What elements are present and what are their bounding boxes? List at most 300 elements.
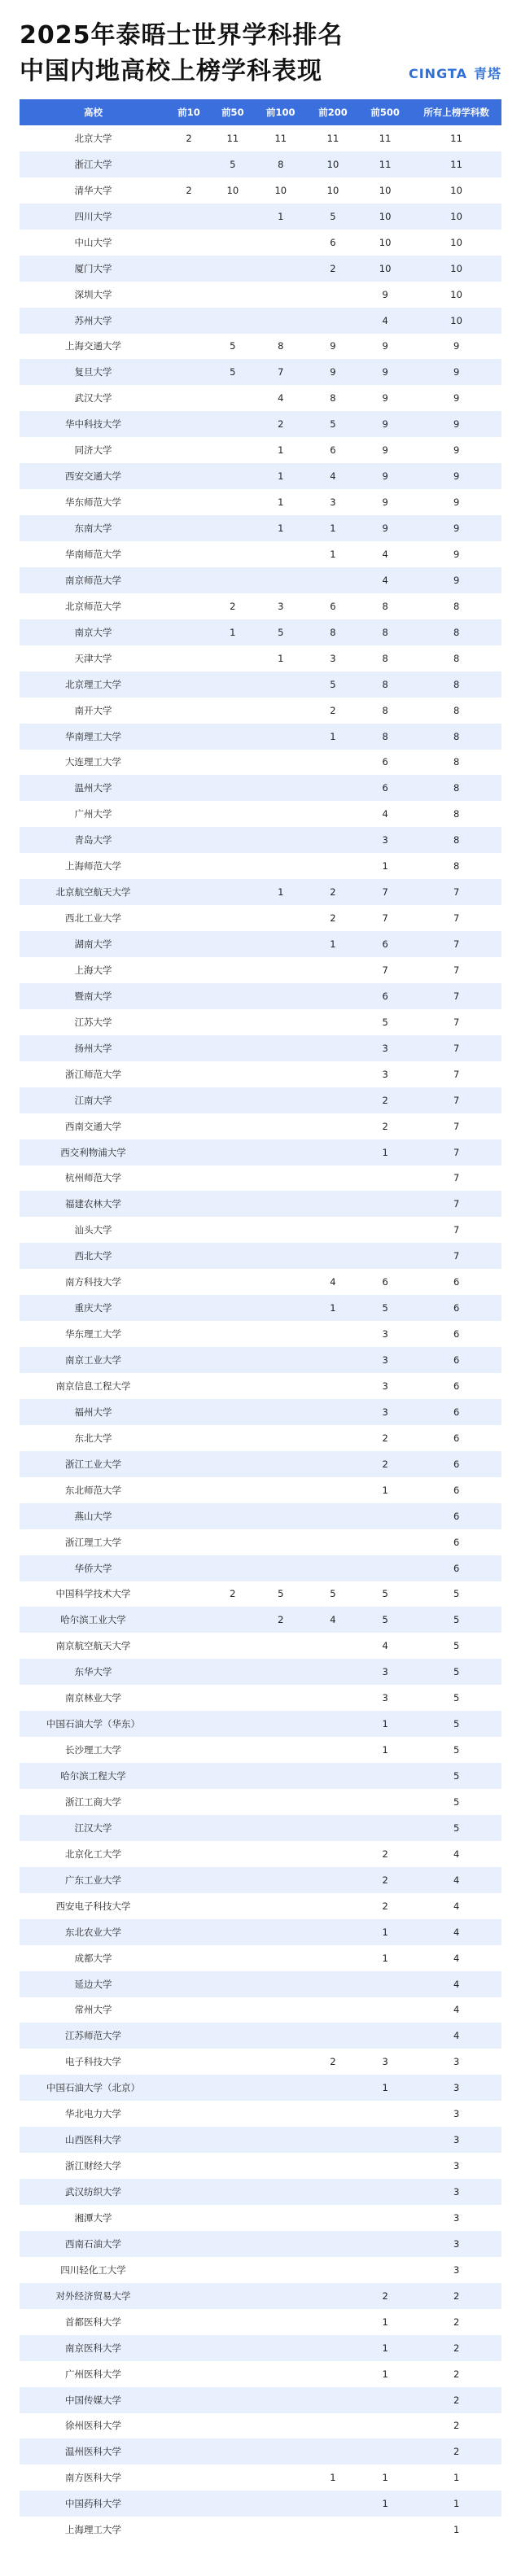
all-subjects-count: 9: [411, 359, 501, 385]
top50-count: [211, 957, 255, 983]
top100-count: [255, 256, 307, 282]
university-name: 北京师范大学: [20, 593, 167, 619]
top50-count: [211, 1113, 255, 1139]
top100-count: 1: [255, 437, 307, 463]
top500-count: [359, 2231, 411, 2257]
top10-count: [167, 151, 211, 177]
top10-count: [167, 1945, 211, 1971]
all-subjects-count: 3: [411, 2257, 501, 2283]
university-name: 哈尔滨工业大学: [20, 1607, 167, 1633]
all-subjects-count: 4: [411, 2023, 501, 2049]
header-top500: 前500: [359, 99, 411, 125]
top200-count: [307, 1139, 359, 1166]
top50-count: [211, 1633, 255, 1659]
top10-count: [167, 1867, 211, 1893]
top50-count: [211, 1945, 255, 1971]
top10-count: [167, 1919, 211, 1945]
university-name: 青岛大学: [20, 827, 167, 853]
top200-count: [307, 2127, 359, 2153]
university-name: 东北师范大学: [20, 1477, 167, 1503]
all-subjects-count: 7: [411, 1166, 501, 1192]
top50-count: [211, 2257, 255, 2283]
university-name: 复旦大学: [20, 359, 167, 385]
university-name: 华东理工大学: [20, 1321, 167, 1347]
brand-name-en: CINGTA: [408, 66, 467, 81]
all-subjects-count: 6: [411, 1373, 501, 1399]
all-subjects-count: 3: [411, 2153, 501, 2179]
top500-count: [359, 1217, 411, 1243]
top10-count: [167, 308, 211, 334]
top100-count: 2: [255, 1607, 307, 1633]
top50-count: [211, 1061, 255, 1087]
top200-count: 2: [307, 2049, 359, 2075]
top500-count: 9: [359, 385, 411, 411]
table-row: [20, 2205, 501, 2231]
top500-count: 1: [359, 2335, 411, 2361]
top10-count: [167, 619, 211, 645]
all-subjects-count: 5: [411, 1607, 501, 1633]
top500-count: [359, 1815, 411, 1841]
top500-count: 9: [359, 334, 411, 360]
top50-count: [211, 230, 255, 256]
top10-count: [167, 489, 211, 515]
all-subjects-count: 3: [411, 2127, 501, 2153]
top10-count: [167, 1425, 211, 1451]
university-name: 苏州大学: [20, 308, 167, 334]
top200-count: 3: [307, 489, 359, 515]
top50-count: [211, 2413, 255, 2439]
university-name: 广州大学: [20, 801, 167, 827]
top50-count: [211, 2283, 255, 2309]
all-subjects-count: 4: [411, 1971, 501, 1997]
table-row: [20, 2075, 501, 2101]
all-subjects-count: 3: [411, 2075, 501, 2101]
page-title-line-2: 中国内地高校上榜学科表现: [20, 57, 322, 85]
top100-count: [255, 2205, 307, 2231]
top500-count: 2: [359, 1113, 411, 1139]
top10-count: [167, 541, 211, 567]
top50-count: [211, 1477, 255, 1503]
top100-count: [255, 2101, 307, 2127]
university-name: 西安交通大学: [20, 463, 167, 489]
top100-count: [255, 1789, 307, 1815]
all-subjects-count: 7: [411, 1243, 501, 1269]
university-name: 延边大学: [20, 1971, 167, 1997]
top200-count: [307, 1945, 359, 1971]
top10-count: [167, 2464, 211, 2491]
top10-count: [167, 1711, 211, 1737]
university-name: 广州医科大学: [20, 2361, 167, 2387]
top200-count: [307, 750, 359, 776]
all-subjects-count: 8: [411, 853, 501, 879]
table-row: [20, 2491, 501, 2517]
university-name: 福州大学: [20, 1399, 167, 1425]
all-subjects-count: 7: [411, 1139, 501, 1166]
top500-count: [359, 2413, 411, 2439]
top200-count: 8: [307, 619, 359, 645]
top200-count: [307, 1477, 359, 1503]
top500-count: 6: [359, 775, 411, 801]
table-row: [20, 2283, 501, 2309]
top200-count: [307, 1867, 359, 1893]
all-subjects-count: 8: [411, 671, 501, 698]
top10-count: [167, 1763, 211, 1789]
top10-count: [167, 671, 211, 698]
top10-count: [167, 905, 211, 931]
top50-count: [211, 437, 255, 463]
table-row: [20, 2023, 501, 2049]
top100-count: [255, 931, 307, 957]
top500-count: 3: [359, 1685, 411, 1711]
table-row: [20, 801, 501, 827]
top200-count: [307, 2335, 359, 2361]
all-subjects-count: 10: [411, 203, 501, 230]
table-row: [20, 2413, 501, 2439]
table-row: [20, 1035, 501, 1061]
table-row: [20, 1061, 501, 1087]
top200-count: [307, 308, 359, 334]
university-name: 杭州师范大学: [20, 1166, 167, 1192]
top50-count: [211, 2517, 255, 2543]
top100-count: [255, 2309, 307, 2335]
table-row: [20, 1451, 501, 1477]
university-name: 北京理工大学: [20, 671, 167, 698]
all-subjects-count: 9: [411, 541, 501, 567]
university-name: 北京化工大学: [20, 1841, 167, 1867]
top100-count: [255, 1711, 307, 1737]
top100-count: [255, 1035, 307, 1061]
all-subjects-count: 4: [411, 1945, 501, 1971]
top200-count: [307, 1113, 359, 1139]
table-row: [20, 619, 501, 645]
top10-count: [167, 1971, 211, 1997]
university-name: 西南交通大学: [20, 1113, 167, 1139]
top200-count: [307, 1035, 359, 1061]
table-row: [20, 645, 501, 671]
top10-count: [167, 2283, 211, 2309]
top50-count: [211, 385, 255, 411]
header-top200: 前200: [307, 99, 359, 125]
top200-count: [307, 1685, 359, 1711]
table-row: [20, 1087, 501, 1113]
university-name: 中国科学技术大学: [20, 1581, 167, 1607]
top200-count: 4: [307, 1269, 359, 1295]
top100-count: [255, 1633, 307, 1659]
top100-count: 10: [255, 177, 307, 203]
table-body: [20, 125, 501, 2543]
table-row: [20, 1685, 501, 1711]
header-university: 高校: [20, 99, 167, 125]
top100-count: [255, 1166, 307, 1192]
top10-count: [167, 385, 211, 411]
university-name: 华中科技大学: [20, 411, 167, 437]
top100-count: [255, 2075, 307, 2101]
top50-count: [211, 905, 255, 931]
top10-count: [167, 593, 211, 619]
top500-count: 2: [359, 1893, 411, 1919]
table-row: [20, 1841, 501, 1867]
top100-count: [255, 1815, 307, 1841]
all-subjects-count: 8: [411, 775, 501, 801]
all-subjects-count: 5: [411, 1711, 501, 1737]
top500-count: 2: [359, 1841, 411, 1867]
top10-count: [167, 230, 211, 256]
top50-count: [211, 750, 255, 776]
top10-count: [167, 2413, 211, 2439]
top10-count: [167, 2127, 211, 2153]
top10-count: [167, 2361, 211, 2387]
top500-count: 1: [359, 853, 411, 879]
university-name: 四川大学: [20, 203, 167, 230]
table-row: [20, 1581, 501, 1607]
top10-count: [167, 1815, 211, 1841]
header-top50: 前50: [211, 99, 255, 125]
top200-count: 4: [307, 1607, 359, 1633]
table-row: [20, 2517, 501, 2543]
all-subjects-count: 1: [411, 2517, 501, 2543]
top50-count: [211, 2205, 255, 2231]
university-name: 华侨大学: [20, 1555, 167, 1581]
top10-count: [167, 2153, 211, 2179]
top50-count: [211, 1139, 255, 1166]
table-row: [20, 125, 501, 151]
top100-count: [255, 1763, 307, 1789]
top200-count: [307, 2361, 359, 2387]
top200-count: [307, 2075, 359, 2101]
university-name: 电子科技大学: [20, 2049, 167, 2075]
top200-count: [307, 1399, 359, 1425]
all-subjects-count: 5: [411, 1633, 501, 1659]
table-row: [20, 1425, 501, 1451]
top100-count: [255, 1503, 307, 1529]
table-row: [20, 879, 501, 905]
all-subjects-count: 2: [411, 2283, 501, 2309]
all-subjects-count: 10: [411, 256, 501, 282]
all-subjects-count: 8: [411, 750, 501, 776]
table-row: [20, 2438, 501, 2464]
top500-count: [359, 1166, 411, 1192]
university-name: 南京林业大学: [20, 1685, 167, 1711]
top200-count: [307, 2153, 359, 2179]
top500-count: 1: [359, 1711, 411, 1737]
top100-count: 8: [255, 334, 307, 360]
table-row: [20, 2464, 501, 2491]
university-name: 浙江工业大学: [20, 1451, 167, 1477]
top100-count: 1: [255, 489, 307, 515]
top500-count: 1: [359, 2309, 411, 2335]
top200-count: [307, 2413, 359, 2439]
all-subjects-count: 2: [411, 2335, 501, 2361]
top500-count: [359, 1997, 411, 2023]
top200-count: [307, 827, 359, 853]
all-subjects-count: 7: [411, 1191, 501, 1217]
university-name: 常州大学: [20, 1997, 167, 2023]
top100-count: 1: [255, 463, 307, 489]
table-row: [20, 1347, 501, 1373]
top500-count: [359, 2023, 411, 2049]
university-name: 武汉大学: [20, 385, 167, 411]
top10-count: [167, 1139, 211, 1166]
top200-count: [307, 2491, 359, 2517]
university-name: 天津大学: [20, 645, 167, 671]
top100-count: [255, 2491, 307, 2517]
all-subjects-count: 9: [411, 385, 501, 411]
all-subjects-count: 5: [411, 1685, 501, 1711]
table-row: [20, 750, 501, 776]
top200-count: 1: [307, 2464, 359, 2491]
top10-count: [167, 437, 211, 463]
top200-count: 2: [307, 698, 359, 724]
top10-count: [167, 2517, 211, 2543]
top50-count: [211, 671, 255, 698]
top500-count: 3: [359, 1373, 411, 1399]
university-name: 西安电子科技大学: [20, 1893, 167, 1919]
table-row: [20, 1789, 501, 1815]
all-subjects-count: 6: [411, 1477, 501, 1503]
top50-count: [211, 1685, 255, 1711]
top50-count: [211, 541, 255, 567]
all-subjects-count: 6: [411, 1321, 501, 1347]
table-row: [20, 1243, 501, 1269]
top10-count: 2: [167, 125, 211, 151]
all-subjects-count: 9: [411, 463, 501, 489]
all-subjects-count: 5: [411, 1789, 501, 1815]
top200-count: [307, 2179, 359, 2205]
top10-count: [167, 334, 211, 360]
top100-count: [255, 2438, 307, 2464]
top500-count: 8: [359, 671, 411, 698]
table-row: [20, 1633, 501, 1659]
top50-count: [211, 1321, 255, 1347]
top10-count: [167, 931, 211, 957]
top200-count: 1: [307, 1295, 359, 1321]
all-subjects-count: 10: [411, 282, 501, 308]
top100-count: [255, 2283, 307, 2309]
top100-count: 1: [255, 515, 307, 541]
ranking-table: [20, 99, 501, 2543]
all-subjects-count: 8: [411, 645, 501, 671]
top50-count: [211, 1269, 255, 1295]
top50-count: [211, 2127, 255, 2153]
top500-count: [359, 2153, 411, 2179]
table-row: [20, 1945, 501, 1971]
top500-count: 1: [359, 1919, 411, 1945]
table-row: [20, 2231, 501, 2257]
top500-count: 4: [359, 801, 411, 827]
top500-count: [359, 2438, 411, 2464]
top50-count: [211, 1503, 255, 1529]
page-title-line-1: 2025年泰晤士世界学科排名: [20, 21, 344, 50]
all-subjects-count: 1: [411, 2464, 501, 2491]
university-name: 南方科技大学: [20, 1269, 167, 1295]
university-name: 大连理工大学: [20, 750, 167, 776]
all-subjects-count: 11: [411, 125, 501, 151]
top100-count: [255, 2231, 307, 2257]
table-row: [20, 1373, 501, 1399]
top200-count: [307, 2309, 359, 2335]
table-row: [20, 541, 501, 567]
table-row: [20, 2309, 501, 2335]
top100-count: [255, 1347, 307, 1373]
top200-count: [307, 2387, 359, 2413]
table-row: [20, 1763, 501, 1789]
university-name: 江南大学: [20, 1087, 167, 1113]
university-name: 南京工业大学: [20, 1347, 167, 1373]
university-name: 哈尔滨工程大学: [20, 1763, 167, 1789]
top200-count: [307, 2283, 359, 2309]
table-row: [20, 1555, 501, 1581]
all-subjects-count: 3: [411, 2049, 501, 2075]
top500-count: 11: [359, 151, 411, 177]
all-subjects-count: 6: [411, 1269, 501, 1295]
top10-count: [167, 801, 211, 827]
top500-count: [359, 2257, 411, 2283]
top50-count: 2: [211, 1581, 255, 1607]
top10-count: [167, 2179, 211, 2205]
top10-count: [167, 1529, 211, 1555]
top100-count: [255, 1217, 307, 1243]
top100-count: [255, 2335, 307, 2361]
university-name: 南方医科大学: [20, 2464, 167, 2491]
top10-count: [167, 1841, 211, 1867]
all-subjects-count: 7: [411, 1061, 501, 1087]
table-row: [20, 957, 501, 983]
top200-count: 1: [307, 515, 359, 541]
all-subjects-count: 6: [411, 1347, 501, 1373]
university-name: 中国传媒大学: [20, 2387, 167, 2413]
top10-count: [167, 2335, 211, 2361]
table-row: [20, 256, 501, 282]
top100-count: [255, 2179, 307, 2205]
top500-count: 7: [359, 957, 411, 983]
top50-count: [211, 515, 255, 541]
university-name: 山西医科大学: [20, 2127, 167, 2153]
university-name: 温州医科大学: [20, 2438, 167, 2464]
all-subjects-count: 4: [411, 1919, 501, 1945]
top10-count: [167, 853, 211, 879]
top10-count: [167, 1399, 211, 1425]
all-subjects-count: 7: [411, 1113, 501, 1139]
top500-count: 7: [359, 879, 411, 905]
top50-count: [211, 724, 255, 750]
university-name: 南京信息工程大学: [20, 1373, 167, 1399]
top200-count: [307, 1529, 359, 1555]
top10-count: [167, 256, 211, 282]
all-subjects-count: 6: [411, 1425, 501, 1451]
all-subjects-count: 7: [411, 1217, 501, 1243]
top50-count: [211, 2309, 255, 2335]
all-subjects-count: 7: [411, 931, 501, 957]
top200-count: [307, 2023, 359, 2049]
university-name: 湘潭大学: [20, 2205, 167, 2231]
table-row: [20, 593, 501, 619]
table-row: [20, 1166, 501, 1192]
top50-count: [211, 931, 255, 957]
all-subjects-count: 10: [411, 177, 501, 203]
top100-count: [255, 230, 307, 256]
university-name: 西北大学: [20, 1243, 167, 1269]
top500-count: [359, 2179, 411, 2205]
top50-count: [211, 489, 255, 515]
top200-count: [307, 1503, 359, 1529]
top200-count: [307, 1997, 359, 2023]
top10-count: [167, 1061, 211, 1087]
university-name: 华北电力大学: [20, 2101, 167, 2127]
top50-count: [211, 2438, 255, 2464]
top50-count: [211, 2023, 255, 2049]
top500-count: 11: [359, 125, 411, 151]
top50-count: [211, 1347, 255, 1373]
